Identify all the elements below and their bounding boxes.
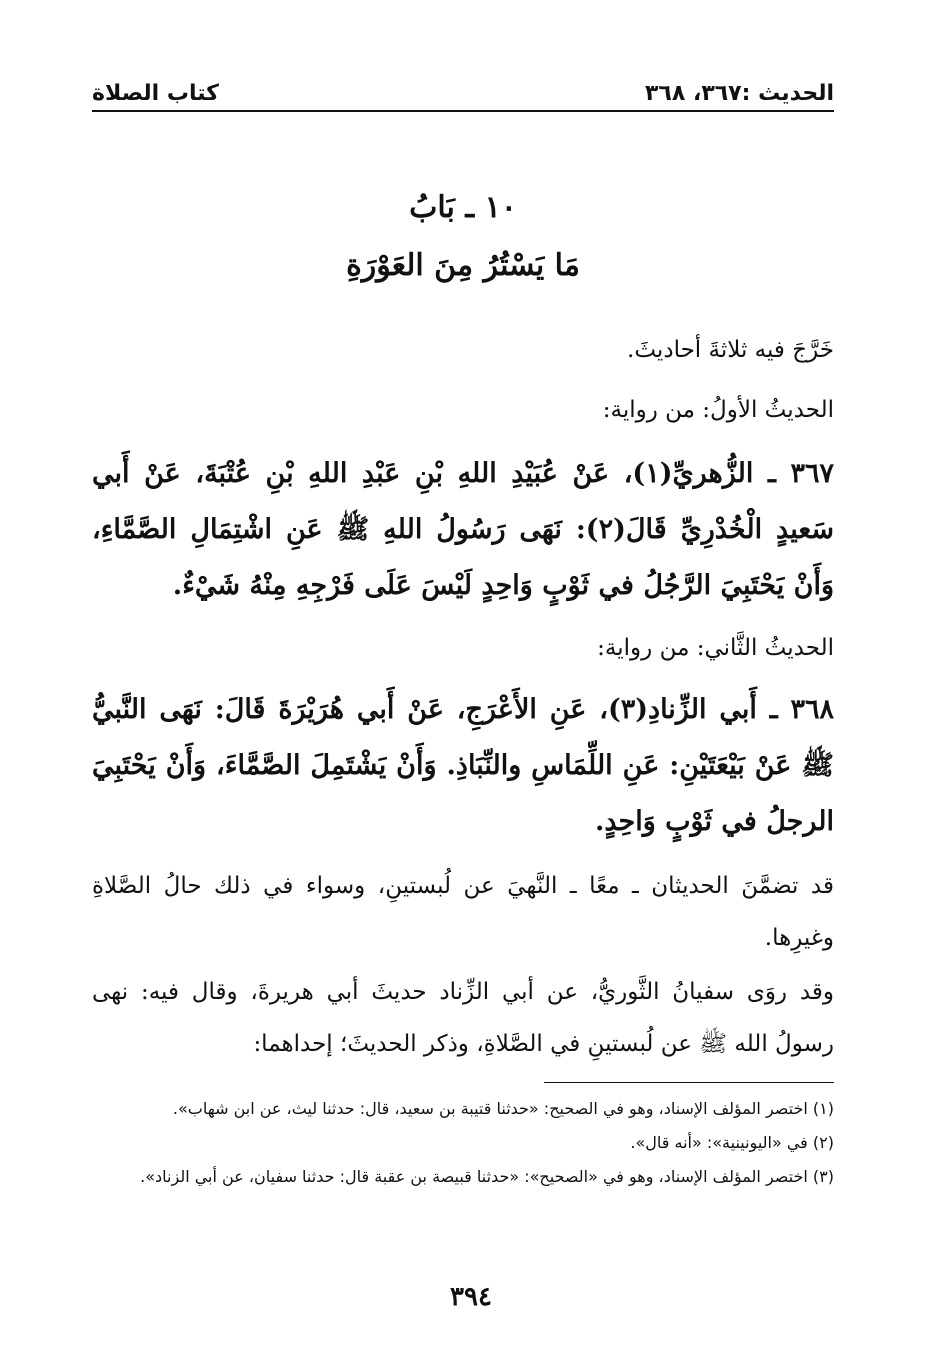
commentary-paragraph-1: قد تضمَّنَ الحديثان ـ معًا ـ النَّهيَ عن لُبستينِ، وسواء في ذلك حالُ الصَّلاةِ وغيرِها. (92, 873, 834, 951)
running-header (92, 66, 834, 112)
hadith-368: ٣٦٨ ـ أَبي الزِّنادِ(٣)، عَنِ الأَعْرَجِ، عَنْ أَبي هُرَيْرَةَ قَالَ: نَهَى النَّبيُّ ﷺ عَنْ بَيْعَتَيْنِ: عَنِ اللِّمَاسِ والنِّبَاذِ. وَأَنْ يَشْتَمِلَ الصَّمَّاءَ، وَأَنْ يَحْتَبِيَ الرجلُ في ثَوْبٍ وَاحِدٍ. (92, 694, 835, 837)
chapter-number-title: ١٠ ـ بَابُ (409, 190, 517, 225)
first-hadith-label: الحديثُ الأولُ: من رواية: (602, 397, 834, 423)
commentary-paragraph-2: وقد روَى سفيانُ الثَّوريُّ، عن أبي الزِّناد حديثَ أبي هريرةَ، وقال فيه: نهى رسولُ الله ﷺ عن لُبستينِ في الصَّلاةِ، وذكر الحديثَ؛ إحداهما: (92, 979, 834, 1057)
intro-text: خَرَّجَ فيه ثلاثةَ أحاديثَ. (627, 337, 834, 363)
second-hadith-label: الحديثُ الثَّاني: من رواية: (597, 635, 834, 661)
footnotes (92, 1092, 834, 1194)
page-number: ٣٩٤ (450, 1282, 492, 1312)
hadith-367: ٣٦٧ ـ الزُّهريِّ(١)، عَنْ عُبَيْدِ اللهِ بْنِ عَبْدِ اللهِ بْنِ عُتْبَةَ، عَنْ أَبي سَعيدٍ الْخُدْرِيِّ قَالَ(٢): نَهَى رَسُولُ اللهِ ﷺ عَنِ اشْتِمَالِ الصَّمَّاءِ، وَأَنْ يَحْتَبِيَ الرَّجُلُ في ثَوْبٍ وَاحِدٍ لَيْسَ عَلَى فَرْجِهِ مِنْهُ شَيْءٌ. (92, 458, 834, 601)
footnote-2: (٢) في «اليونينية»: «أنه قال». (630, 1133, 834, 1152)
header-section: الحديث :٣٦٧، ٣٦٨ (645, 81, 834, 106)
footnote-1: (١) اختصر المؤلف الإسناد، وهو في الصحيح: «حدثنا قتيبة بن سعيد، قال: حدثنا ليث، عن ابن شهاب». (172, 1099, 834, 1118)
footnotes-divider (544, 1082, 834, 1083)
footnote-3: (٣) اختصر المؤلف الإسناد، وهو في «الصحيح»: «حدثنا قبيصة بن عقبة قال: حدثنا سفيان، عن أبي الزناد». (140, 1167, 834, 1186)
header-book-title: كتاب الصلاة (92, 81, 219, 106)
chapter-subtitle: مَا يَسْتُرُ مِنَ العَوْرَةِ (346, 248, 580, 283)
